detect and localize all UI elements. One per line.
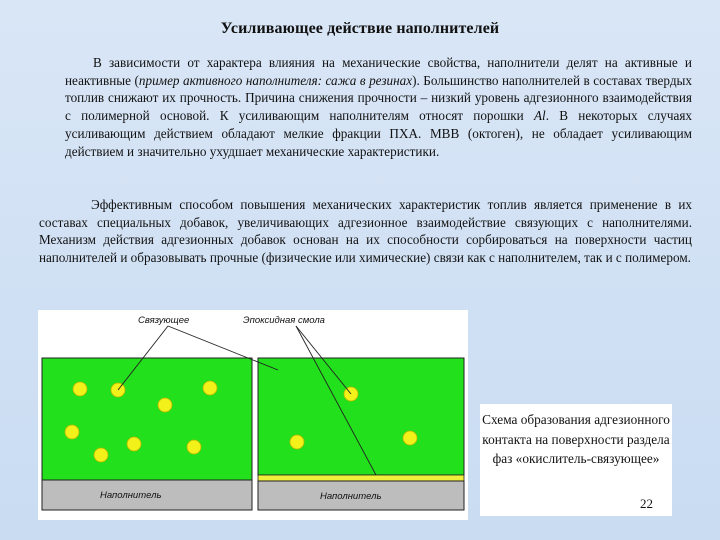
particle <box>65 425 79 439</box>
particle <box>187 440 201 454</box>
particle <box>94 448 108 462</box>
binder-region-left <box>42 358 252 480</box>
filler-label-left: Наполнитель <box>100 490 162 501</box>
paragraph-1-text-b: ). Большинство наполнителей в составах твердых топлив снижают их прочность. Причина снижения прочности – низкий уровень адгезионного взаимодействия с полимерной основой. К усиливающим наполнителям относят порошки <box>65 72 692 124</box>
paragraph-1-italic: пример активного наполнителя: сажа в резинах <box>138 72 413 88</box>
page-number: 22 <box>640 496 653 511</box>
filler-label-right: Наполнитель <box>320 491 382 502</box>
paragraph-1 <box>65 54 692 160</box>
paragraph-1-italic-al: Al <box>533 108 546 124</box>
particle <box>158 398 172 412</box>
binder-label: Связующее <box>138 315 190 326</box>
particle <box>203 381 217 395</box>
diagram-caption: Схема образования адгезионного контакта на поверхности раздела фаз «окислитель-связующее» <box>480 404 672 516</box>
paragraph-1-text-a: В зависимости от характера влияния на механические свойства, наполнители делят на активные и неактивные ( <box>65 55 692 88</box>
adhesion-diagram-svg <box>38 310 468 520</box>
adhesion-diagram <box>38 310 468 520</box>
particle <box>403 431 417 445</box>
particle <box>290 435 304 449</box>
epoxy-layer <box>258 475 464 481</box>
particle <box>127 437 141 451</box>
binder-region-right <box>258 358 464 475</box>
paragraph-2 <box>39 196 692 267</box>
paragraph-1-text-c: . В некоторых случаях усиливающим действием обладают мелкие фракции ПХА. МВВ (октоген), не обладает усиливающим действием и значительно ухудшает механические характеристики. <box>65 108 692 159</box>
slide-title: Усиливающее действие наполнителей <box>220 20 500 37</box>
epoxy-label: Эпоксидная смола <box>243 315 325 326</box>
paragraph-2-text: Эффективным способом повышения механических характеристик топлив является применение в их составах специальных добавок, увеличивающих адгезионное взаимодействие связующих с наполнителями. Механизм действия адгезионных добавок основан на их способности сорбироваться на поверхности частиц наполнителей и образовывать прочные (физические или химические) связи как с наполнителем, так и с полимером. <box>39 197 692 266</box>
particle <box>73 382 87 396</box>
